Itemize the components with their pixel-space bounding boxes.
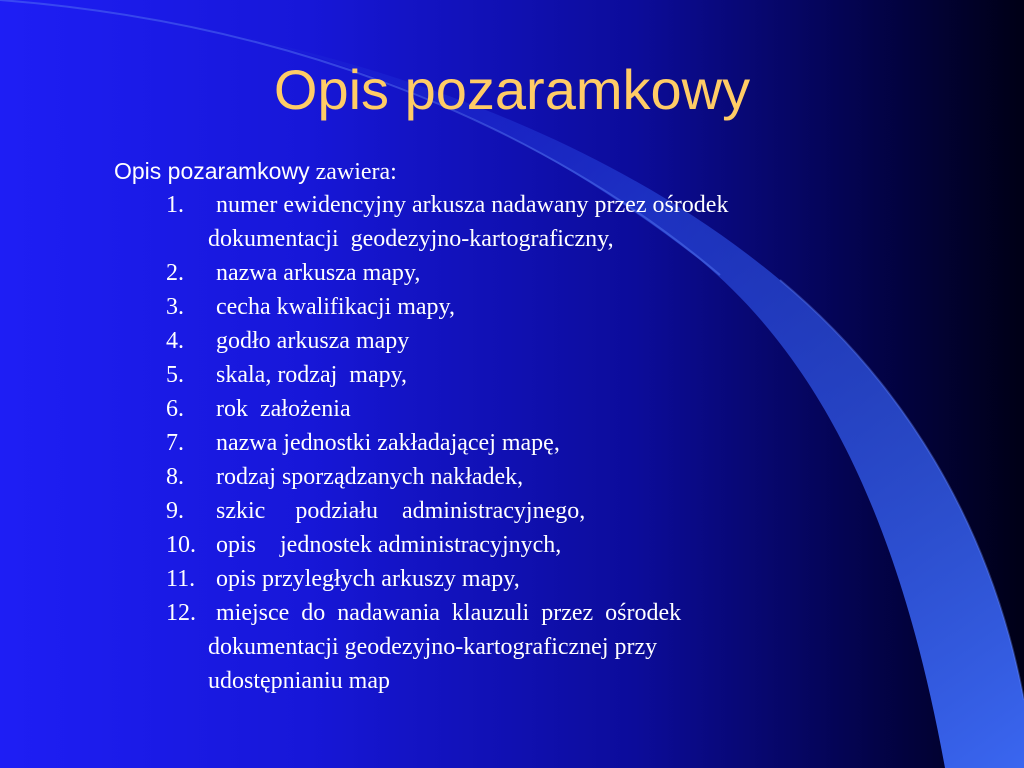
list-item-number: 12. bbox=[166, 600, 196, 626]
list-item-text: szkic podziału administracyjnego, bbox=[216, 498, 586, 524]
list-item bbox=[114, 324, 874, 358]
list-item-number: 5. bbox=[166, 362, 184, 388]
list-item-continuation: dokumentacji geodezyjno-kartograficzny, bbox=[208, 226, 614, 252]
list-item-number: 2. bbox=[166, 260, 184, 286]
list-item-number: 9. bbox=[166, 498, 184, 524]
list-item-number: 11. bbox=[166, 566, 196, 592]
list-item bbox=[114, 392, 874, 426]
numbered-list bbox=[114, 188, 874, 698]
list-item-number: 1. bbox=[166, 192, 184, 218]
list-item bbox=[114, 426, 874, 460]
list-item-text: skala, rodzaj mapy, bbox=[216, 362, 408, 388]
list-item bbox=[114, 460, 874, 494]
list-item-number: 8. bbox=[166, 464, 184, 490]
list-item bbox=[114, 596, 874, 698]
list-item-text: rok założenia bbox=[216, 396, 351, 422]
list-item-continuation: dokumentacji geodezyjno-kartograficznej przy bbox=[208, 634, 658, 660]
list-item-text: godło arkusza mapy bbox=[216, 328, 410, 354]
intro-rest: zawiera: bbox=[309, 159, 397, 185]
list-item bbox=[114, 358, 874, 392]
list-item-text: numer ewidencyjny arkusza nadawany przez ośrodek bbox=[216, 192, 729, 218]
list-item-text: nazwa arkusza mapy, bbox=[216, 260, 421, 286]
slide-title: Opis pozaramkowy bbox=[273, 58, 751, 121]
list-item-text: rodzaj sporządzanych nakładek, bbox=[216, 464, 524, 490]
list-item bbox=[114, 528, 874, 562]
list-item-text: cecha kwalifikacji mapy, bbox=[216, 294, 455, 320]
slide-content bbox=[114, 154, 874, 698]
list-item-text: nazwa jednostki zakładającej mapę, bbox=[216, 430, 560, 456]
list-item bbox=[114, 256, 874, 290]
list-item-number: 3. bbox=[166, 294, 184, 320]
list-item-text: opis jednostek administracyjnych, bbox=[216, 532, 562, 558]
list-item bbox=[114, 562, 874, 596]
intro-lead: Opis pozaramkowy bbox=[114, 158, 310, 184]
list-item-number: 6. bbox=[166, 396, 184, 422]
list-item bbox=[114, 494, 874, 528]
list-item-number: 4. bbox=[166, 328, 184, 354]
list-item-text: miejsce do nadawania klauzuli przez ośrodek bbox=[216, 600, 682, 626]
list-item-continuation: udostępnianiu map bbox=[208, 668, 390, 694]
intro-line bbox=[114, 154, 874, 188]
list-item bbox=[114, 188, 874, 256]
list-item-number: 10. bbox=[166, 532, 196, 558]
list-item-number: 7. bbox=[166, 430, 184, 456]
list-item bbox=[114, 290, 874, 324]
list-item-text: opis przyległych arkuszy mapy, bbox=[216, 566, 520, 592]
